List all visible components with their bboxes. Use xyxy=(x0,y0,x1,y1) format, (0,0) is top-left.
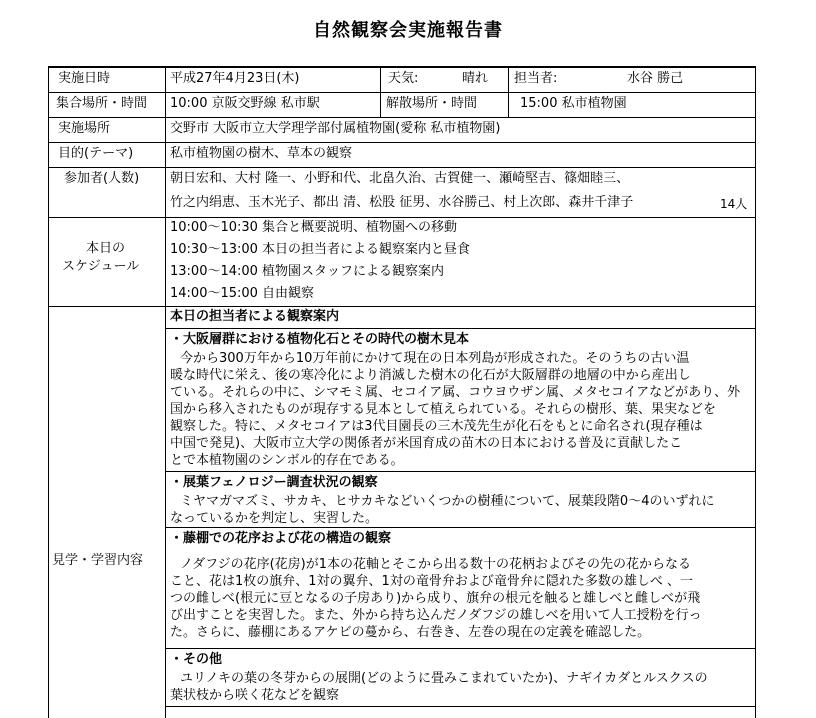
section-1-body: 今から300万年から10万年前にかけて現在の日本列島が形成された。そのうちの古い温 暖な時代に栄え、後の寒冷化により消滅した樹木の化石が大阪層群の地層の中から産出し ている。それらの中に、シマモミ属、セコイア属、コウヨウザン属、メタセコイアなどがあり、外 国から移入されたものが現存する見本として植えられている。それらの樹形、葉、果実などを 観察した。特に、メタセコイアは3代目園長の三木茂先生が化石をもとに命名され(現存種は 中国で発見)、大阪市立大学の関係者が米国育成の苗木の日本における普及に貢献したこ とで本植物園のシンボル的存在である。 xyxy=(170,351,741,468)
schedule-label-1: 本日の xyxy=(86,241,126,256)
participants-count: 14人 xyxy=(720,197,748,211)
study-label: 見学・学習内容 xyxy=(52,553,144,568)
purpose-label: 目的(テーマ) xyxy=(58,146,134,161)
section-4-title: ・その他 xyxy=(170,652,223,667)
section-4-body: ユリノキの葉の冬芽からの展開(どのように畳みこまれていたか)、ナギイカダとルスクスの 葉状枝から咲く花などを観察 xyxy=(170,671,708,703)
schedule-item: 14:00～15:00 自由観察 xyxy=(170,286,315,301)
participants-line-2: 竹之内绢恵、玉木光子、都出 清、松股 征男、水谷勝己、村上次郎、森井千津子 xyxy=(170,195,634,210)
participants-label: 参加者(人数) xyxy=(64,171,140,186)
dismiss-label: 解散場所・時間 xyxy=(386,96,478,111)
schedule-item: 10:00～10:30 集合と概要説明、植物園への移動 xyxy=(170,220,458,235)
participants-line-1: 朝日宏和、大村 隆一、小野和代、北畠久治、古賀健一、瀬崎堅吉、篠畑睦三、 xyxy=(170,171,630,186)
schedule-label-2: スケジュール xyxy=(62,259,140,274)
dismiss-value: 15:00 私市植物園 xyxy=(520,96,627,111)
section-3-title: ・藤棚での花序および花の構造の観察 xyxy=(170,531,392,546)
schedule-item: 13:00～14:00 植物園スタッフによる観察案内 xyxy=(170,264,445,279)
weather-label: 天気: xyxy=(388,71,419,86)
meet-label: 集合場所・時間 xyxy=(56,96,148,111)
section-1-title: ・大阪層群における植物化石とその時代の樹木見本 xyxy=(170,332,470,347)
section-2-body: ミヤマガマズミ、サカキ、ヒサカキなどいくつかの樹種について、展葉段階0～4のいずれに なっているかを判定し、実習した。 xyxy=(170,494,715,526)
purpose-value: 私市植物園の樹木、草本の観察 xyxy=(170,146,353,161)
place-value: 交野市 大阪市立大学理学部付属植物園(愛称 私市植物園) xyxy=(170,121,501,136)
section-2-title: ・展葉フェノロジー調査状況の観察 xyxy=(170,475,378,490)
place-label: 実施場所 xyxy=(58,121,111,136)
person-label: 担当者: xyxy=(514,71,558,86)
report-title: 自然観察会実施報告書 xyxy=(313,20,503,41)
content-heading: 本日の担当者による観察案内 xyxy=(170,309,340,324)
date-label: 実施日時 xyxy=(58,71,111,86)
schedule-item: 10:30～13:00 本日の担当者による観察案内と昼食 xyxy=(170,242,471,257)
section-3-body: ノダフジの花序(花房)が1本の花軸とそこから出る数十の花柄およびその先の花からなる こと、花は1枚の旗弁、1対の翼弁、1対の竜骨弁および竜骨弁に隠れた多数の雄しべ 、一 つの雌しべ(根元に豆となるの子房あり)から成り、旗弁の根元を触ると雄しべと雌しべが飛 び出すことを実習した。また、外から持ち込んだノダフジの雄しべを用いて人工授粉を行っ た。さらに、藤棚にあるアケビの蔓から、右巻き、左巻の現在の定義を確認した。 xyxy=(170,557,702,640)
weather-value: 晴れ xyxy=(462,71,489,86)
date-value: 平成27年4月23日(木) xyxy=(170,71,300,86)
person-value: 水谷 勝己 xyxy=(627,71,684,86)
meet-value: 10:00 京阪交野線 私市駅 xyxy=(170,96,320,111)
